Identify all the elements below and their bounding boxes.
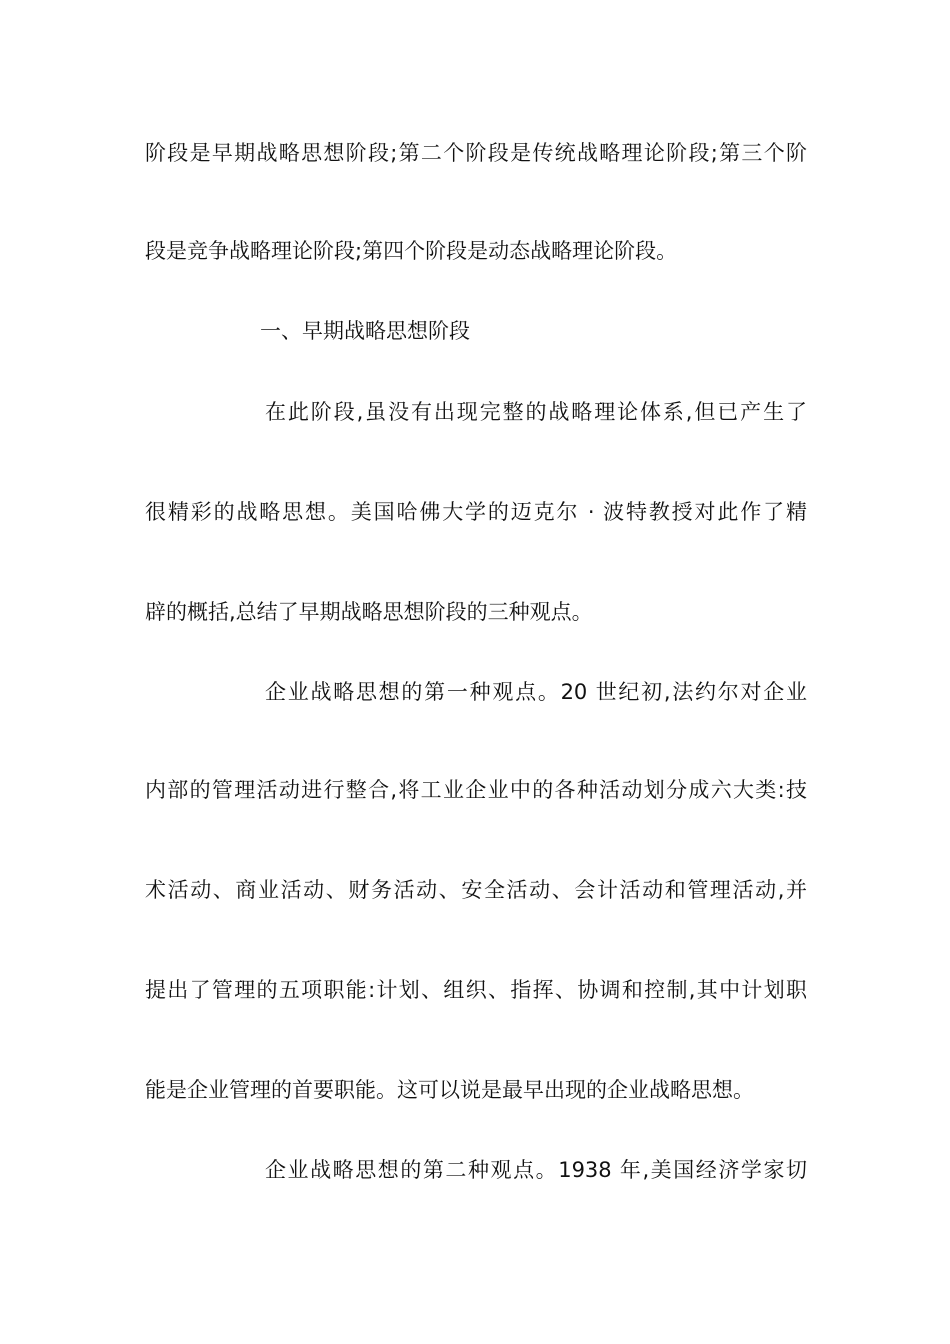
paragraph-1-line-2: 很精彩的战略思想。美国哈佛大学的迈克尔 · 波特教授对此作了精 (145, 500, 807, 524)
section-heading: 一、早期战略思想阶段 (260, 319, 470, 343)
paragraph-1-line-3: 辟的概括,总结了早期战略思想阶段的三种观点。 (145, 600, 593, 624)
paragraph-2-line-3: 术活动、商业活动、财务活动、安全活动、会计活动和管理活动,并 (145, 878, 807, 902)
intro-paragraph-line-2: 段是竞争战略理论阶段;第四个阶段是动态战略理论阶段。 (145, 239, 678, 263)
paragraph-3-line-1: 企业战略思想的第二种观点。1938 年,美国经济学家切 (265, 1158, 807, 1182)
paragraph-2-line-1: 企业战略思想的第一种观点。20 世纪初,法约尔对企业 (265, 680, 807, 704)
paragraph-1-line-1: 在此阶段,虽没有出现完整的战略理论体系,但已产生了 (265, 400, 807, 424)
paragraph-2-line-5: 能是企业管理的首要职能。这可以说是最早出现的企业战略思想。 (145, 1078, 754, 1102)
intro-paragraph-line-1: 阶段是早期战略思想阶段;第二个阶段是传统战略理论阶段;第三个阶 (145, 141, 807, 165)
paragraph-2-line-2: 内部的管理活动进行整合,将工业企业中的各种活动划分成六大类:技 (145, 778, 807, 802)
paragraph-2-line-4: 提出了管理的五项职能:计划、组织、指挥、协调和控制,其中计划职 (145, 978, 807, 1002)
